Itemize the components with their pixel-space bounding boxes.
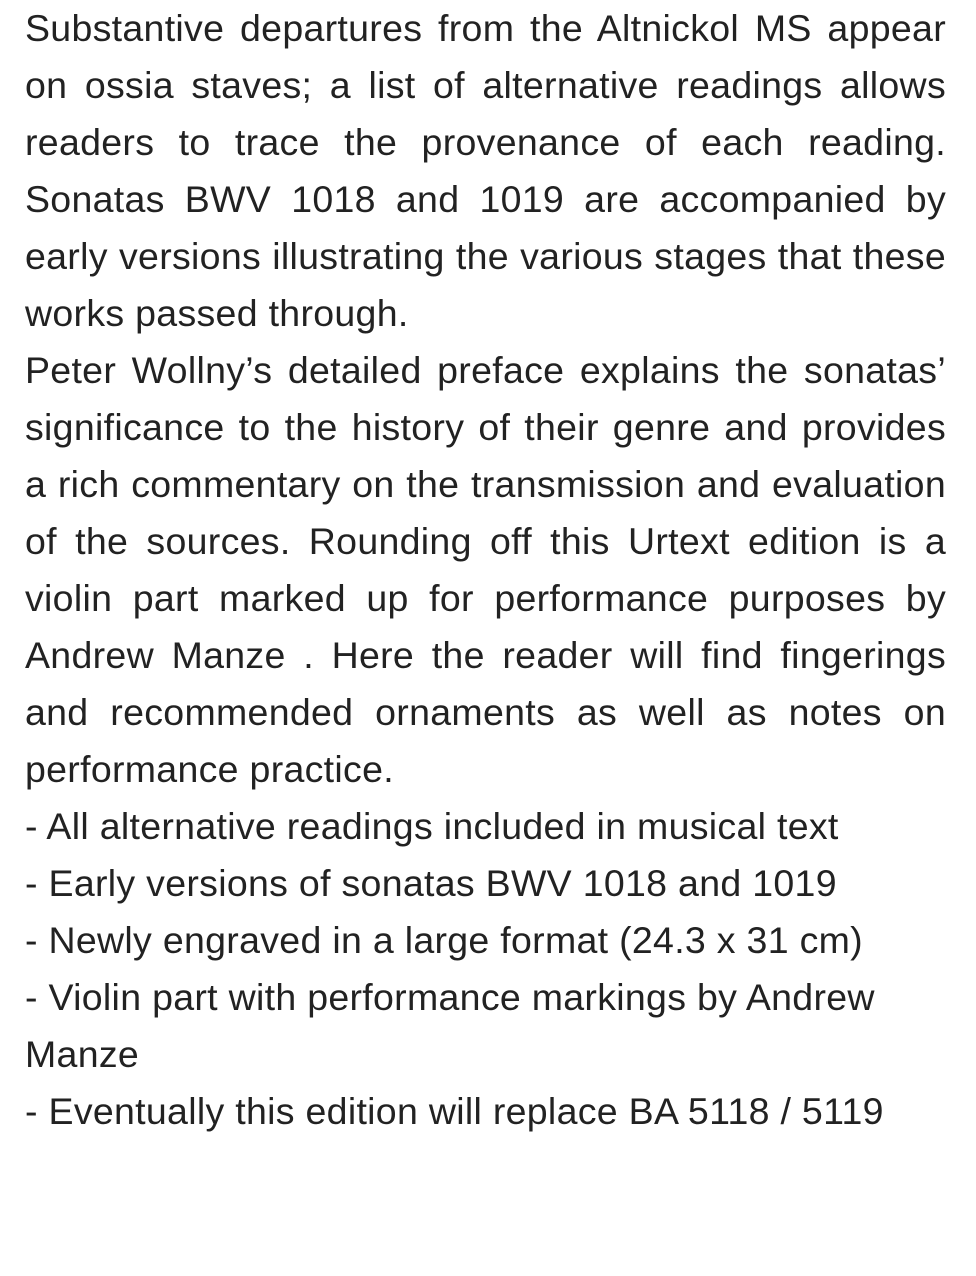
feature-list [25,798,946,1140]
feature-list-item: - Early versions of sonatas BWV 1018 and 1019 [25,862,837,904]
feature-list-item: - All alternative readings included in musical text [25,805,839,847]
feature-list-item: - Newly engraved in a large format (24.3 x 31 cm) [25,919,863,961]
product-description [25,0,946,1140]
feature-list-item: - Eventually this edition will replace BA 5118 / 5119 [25,1090,884,1132]
feature-list-item: - Violin part with performance markings by Andrew Manze [25,976,875,1075]
description-paragraph-sources: Substantive departures from the Altnickol MS appear on ossia staves; a list of alternative readings allows readers to trace the provenance of each reading. Sonatas BWV 1018 and 1019 are accompanied by early versions illustrating the various stages that these works passed through. [25,7,946,334]
description-paragraph-preface: Peter Wollny’s detailed preface explains the sonatas’ significance to the history of their genre and provides a rich commentary on the transmission and evaluation of the sources. Rounding off this Urtext edition is a violin part marked up for performance purposes by Andrew Manze . Here the reader will find fingerings and recommended ornaments as well as notes on performance practice. [25,349,946,790]
